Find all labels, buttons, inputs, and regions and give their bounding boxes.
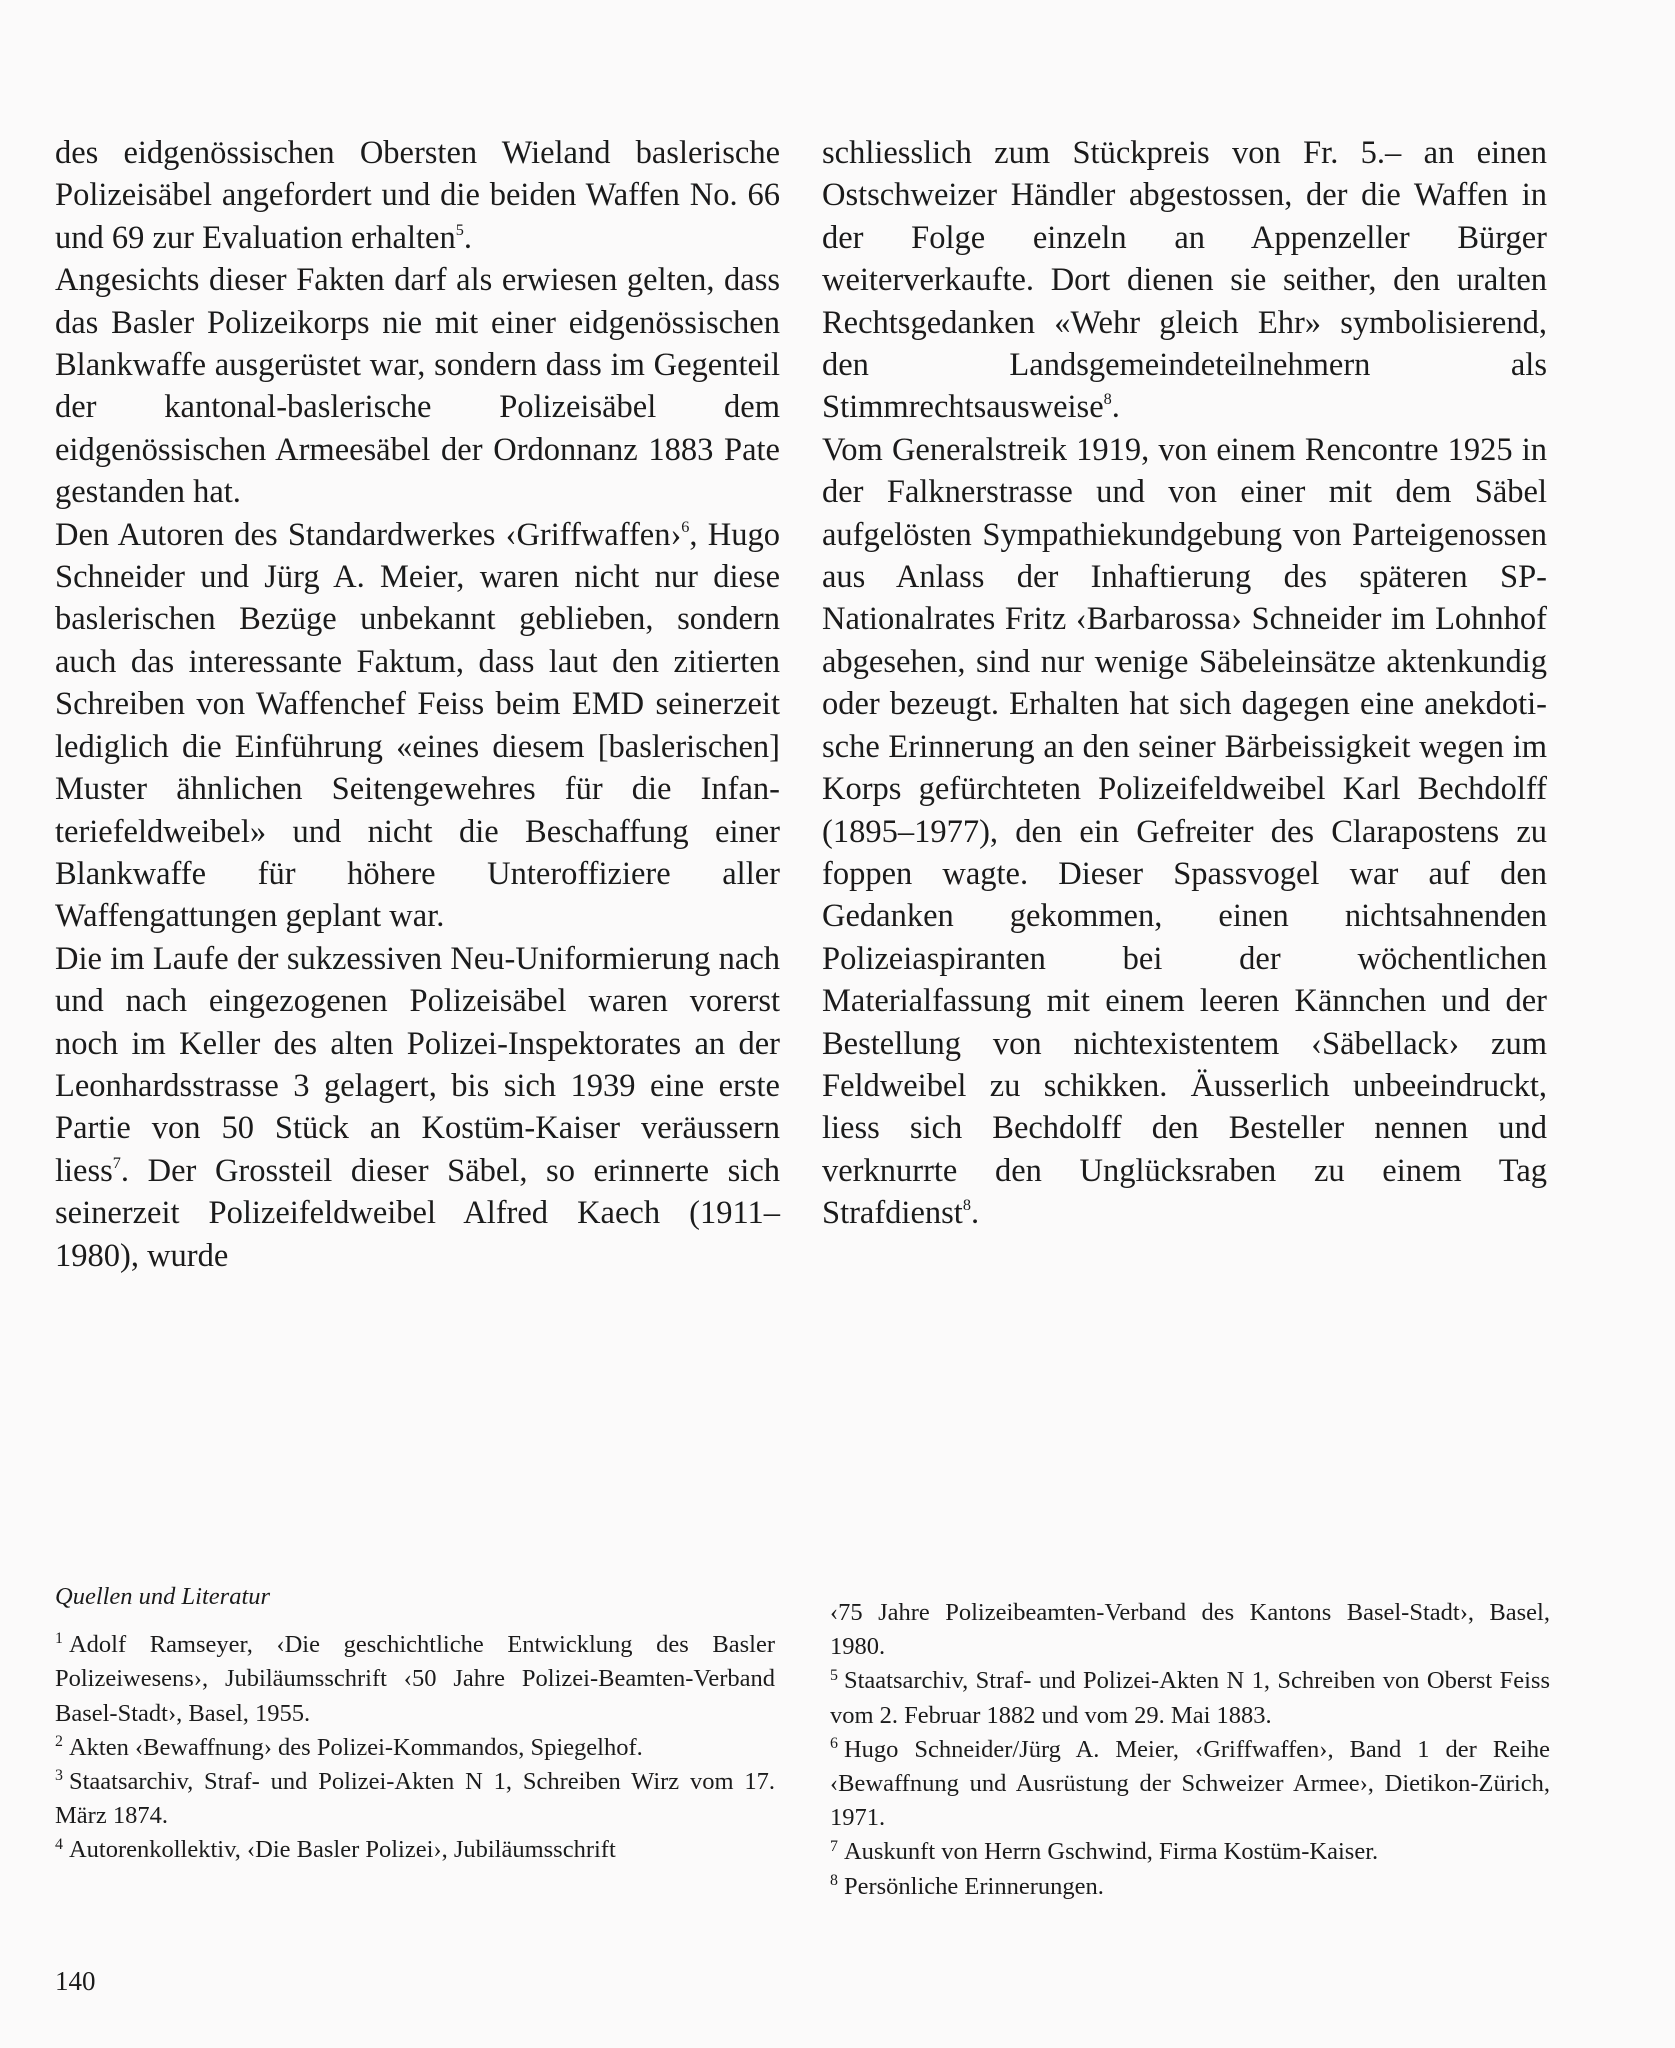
footnote-text: Adolf Ramseyer, ‹Die geschichtliche Entwicklung des Basler Polizeiwesens›, Jubiläumsschrift ‹50 Jahre Polizei-Beamten-Verband Basel-Stadt›, Basel, 1955. (55, 1631, 775, 1727)
footnote (830, 1835, 1550, 1869)
paragraph-text: Die im Laufe der sukzessiven Neu-Uniformierung nach und nach eingezogenen Polizeisäbel waren vorerst noch im Keller des alten Polizei-Inspektorates an der Leonhardsstrasse 3 gelagert, bis sich 1939 eine erste Partie von 50 Stück an Kostüm-Kaiser veräussern liess (55, 940, 780, 1189)
paragraph-text: Angesichts dieser Fakten darf als erwiesen gelten, dass das Basler Polizeikorps nie mit einer eidgenössischen Blankwaffe ausgerüstet war, sondern dass im Gegenteil der kantonal-baslerische Polizeisäbel dem eidgenössischen Armeesäbel der Ordonnanz 1883 Pate gestanden hat. (55, 262, 780, 511)
footnote-marker: 8 (962, 1196, 971, 1215)
footnote-number: 3 (55, 1767, 63, 1785)
body-column-left (55, 132, 780, 1277)
paragraph (822, 429, 1547, 1235)
paragraph-text: , Hugo Schneider und Jürg A. Meier, waren nicht nur diese baslerischen Bezüge unbekannt geblieben, sondern auch das interessante Faktum, dass laut den zitierten Schreiben von Waffenchef Feiss beim EMD seinerzeit lediglich die Einführung «eines diesem [baslerischen] Muster ähnlichen Seitengewehres für die Infanteriefeldweibel» und nicht die Beschaffung einer Blankwaffe für höhere Unteroffiziere aller Waffengattungen geplant war. (55, 516, 780, 935)
footnote (55, 1628, 775, 1731)
footnote-list-left (55, 1628, 775, 1867)
paragraph (822, 132, 1547, 429)
footnote-marker: 6 (681, 517, 690, 536)
footnote-number: 2 (55, 1733, 63, 1751)
footnote-text: Auskunft von Herrn Gschwind, Firma Kostüm-Kaiser. (843, 1838, 1379, 1866)
page-number: 140 (55, 1966, 96, 1996)
footnote (830, 1596, 1550, 1664)
footnote-marker: 7 (112, 1153, 121, 1172)
sources-heading: Quellen und Literatur (55, 1583, 271, 1610)
footnote-number: 4 (55, 1835, 63, 1853)
footnote-text: Staatsarchiv, Straf- und Polizei-Akten N 1, Schreiben Wirz vom 17. März 1874. (55, 1768, 775, 1830)
paragraph-text: schliesslich zum Stückpreis von Fr. 5.– an einen Ostschweizer Händler abgestossen, der die Waffen in der Folge einzeln an Appenzeller Bürger weiterverkaufte. Dort dienen sie seither, den uralten Rechtsgedanken «Wehr gleich Ehr» symbolisierend, den Landsgemeindeteilnehmern als Stimmrechtsausweise (822, 135, 1547, 426)
paragraph (55, 259, 780, 513)
footnote (55, 1833, 775, 1867)
footnote-number: 1 (55, 1630, 63, 1648)
paragraph (55, 938, 780, 1277)
footnote-text: Staatsarchiv, Straf- und Polizei-Akten N 1, Schreiben von Oberst Feiss vom 2. Februar 1882 und vom 29. Mai 1883. (830, 1667, 1550, 1729)
paragraph-text: . Der Grossteil dieser Säbel, so erinnerte sich seinerzeit Polizeifeldweibel Alfred Kaech (1911–1980), wurde (55, 1152, 780, 1274)
footnote-text: Autorenkollektiv, ‹Die Basler Polizei›, Jubiläumsschrift (68, 1836, 616, 1864)
footnotes-right (830, 1596, 1550, 1904)
footnote (55, 1731, 775, 1765)
footnote (830, 1870, 1550, 1904)
footnote-number: 8 (830, 1871, 838, 1889)
paragraph (55, 514, 780, 938)
paragraph-text: . (970, 1195, 980, 1232)
paragraph-text: des eidgenössischen Obersten Wieland baslerische Polizeisäbel angefordert und die beiden Waffen No. 66 und 69 zur Evaluation erhalten (55, 135, 780, 256)
footnote-text: ‹75 Jahre Polizeibeamten-Verband des Kantons Basel-Stadt›, Basel, 1980. (830, 1599, 1550, 1661)
footnote-marker: 5 (455, 220, 464, 239)
footnote (830, 1733, 1550, 1836)
paragraph-text: . (463, 219, 472, 256)
paragraph-text: Den Autoren des Standardwerkes ‹Griffwaffen› (55, 516, 682, 553)
footnote-number: 6 (830, 1735, 838, 1753)
paragraph-text: Vom Generalstreik 1919, von einem Rencontre 1925 in der Falknerstrasse und von einer mit dem Säbel aufgelösten Sympathiekundgebung von Parteigenossen aus Anlass der Inhaftierung des späteren SP-Nationalrates Fritz ‹Barbarossa› Schneider im Lohnhof abgesehen, sind nur wenige Säbeleinsätze aktenkundig oder bezeugt. Erhalten hat sich dagegen eine anekdotische Erinnerung an den seiner Bärbeissigkeit wegen im Korps gefürchteten Polizeifeldweibel Karl Bechdolff (1895–1977), den ein Gefreiter des Clarapostens zu foppen wagte. Dieser Spassvogel war auf den Gedanken gekommen, einen nichtsahnenden Polizeiaspiranten bei der wöchentlichen Materialfassung mit einem leeren Kännchen und der Bestellung von nichtexistentem ‹Säbellack› zum Feldweibel zu schikken. Äusserlich unbeeindruckt, liess sich Bechdolff den Besteller nennen und verknurrte den Unglücksraben zu einem Tag Strafdienst (822, 431, 1547, 1232)
footnote-number: 7 (830, 1837, 838, 1855)
footnote-text: Akten ‹Bewaffnung› des Polizei-Kommandos, Spiegelhof. (68, 1733, 643, 1761)
paragraph (55, 132, 780, 259)
footnote (55, 1765, 775, 1833)
paragraph-text: . (1111, 389, 1120, 426)
footnote (830, 1664, 1550, 1732)
footnote-text: Hugo Schneider/Jürg A. Meier, ‹Griffwaffen›, Band 1 der Reihe ‹Bewaffnung und Ausrüstung der Schweizer Armee›, Dietikon-Zürich, 1971. (830, 1735, 1550, 1832)
footnotes-left (55, 1580, 775, 1868)
footnote-number: 5 (830, 1666, 838, 1684)
footnote-text: Persönliche Erinnerungen. (843, 1872, 1104, 1900)
body-column-right (822, 132, 1547, 1235)
footnote-marker: 8 (1103, 390, 1112, 409)
footnote-list-right (830, 1596, 1550, 1904)
